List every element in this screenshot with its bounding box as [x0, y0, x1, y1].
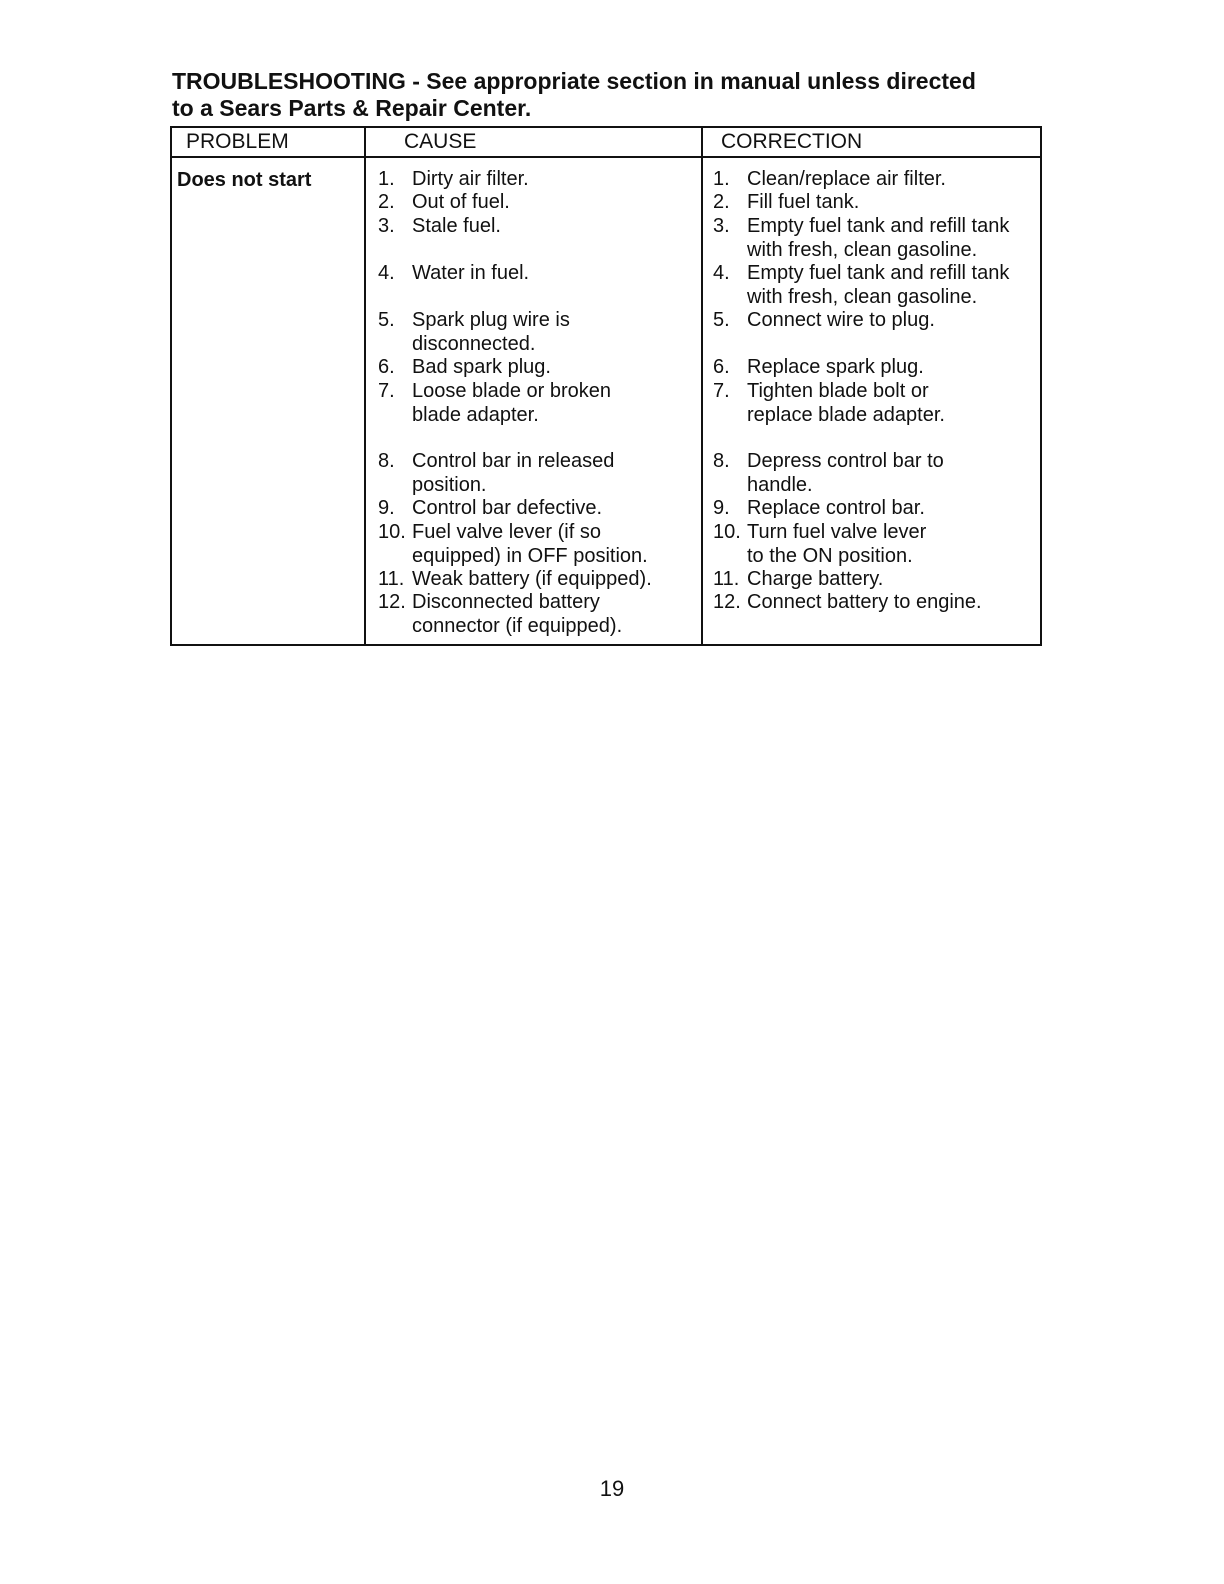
cause-num: 7. [378, 380, 395, 402]
correction-text: Connect battery to engine. [747, 591, 982, 613]
cause-text: Disconnected battery connector (if equipped). [412, 591, 623, 637]
page-heading [172, 68, 1072, 122]
cause-text: Control bar in released position. [412, 450, 615, 496]
header-cause: CAUSE [404, 130, 477, 153]
column-divider-2 [701, 128, 703, 644]
correction-text: Charge battery. [747, 568, 884, 590]
cause-text: Bad spark plug. [412, 356, 551, 378]
cause-num: 1. [378, 168, 395, 190]
cause-num: 9. [378, 497, 395, 519]
cause-num: 12. [378, 591, 406, 613]
cause-text: Loose blade or broken blade adapter. [412, 380, 612, 426]
correction-num: 2. [713, 191, 730, 213]
cause-text: Water in fuel. [412, 262, 530, 284]
cause-text: Fuel valve lever (if so equipped) in OFF position. [412, 521, 648, 567]
correction-text: Fill fuel tank. [747, 191, 860, 213]
page-number: 19 [599, 1476, 625, 1501]
correction-num: 7. [713, 380, 730, 402]
correction-text: Depress control bar to handle. [747, 450, 944, 496]
correction-num: 12. [713, 591, 741, 613]
correction-text: Replace spark plug. [747, 356, 924, 378]
troubleshooting-table [170, 126, 1042, 646]
correction-num: 4. [713, 262, 730, 284]
cause-text: Weak battery (if equipped). [412, 568, 652, 590]
column-divider-1 [364, 128, 366, 644]
problem-cell: Does not start [177, 169, 312, 191]
cause-num: 8. [378, 450, 395, 472]
correction-num: 11. [713, 568, 740, 590]
correction-num: 5. [713, 309, 730, 331]
cause-num: 6. [378, 356, 395, 378]
cause-num: 3. [378, 215, 395, 237]
cause-num: 4. [378, 262, 395, 284]
correction-text: Connect wire to plug. [747, 309, 935, 331]
correction-num: 10. [713, 521, 741, 543]
heading-line-1: TROUBLESHOOTING - See appropriate section in manual unless directed [172, 68, 976, 94]
correction-num: 8. [713, 450, 730, 472]
correction-text: Empty fuel tank and refill tank with fresh, clean gasoline. [747, 262, 1010, 308]
cause-num: 10. [378, 521, 406, 543]
header-problem: PROBLEM [186, 130, 289, 153]
cause-text: Spark plug wire is disconnected. [412, 309, 570, 355]
correction-num: 6. [713, 356, 730, 378]
correction-text: Tighten blade bolt or replace blade adapter. [747, 380, 945, 426]
header-divider [172, 156, 1040, 158]
correction-text: Turn fuel valve lever to the ON position. [747, 521, 927, 567]
correction-text: Replace control bar. [747, 497, 925, 519]
cause-text: Dirty air filter. [412, 168, 529, 190]
cause-text: Stale fuel. [412, 215, 501, 237]
correction-num: 9. [713, 497, 730, 519]
cause-num: 5. [378, 309, 395, 331]
correction-num: 3. [713, 215, 730, 237]
cause-num: 2. [378, 191, 395, 213]
heading-line-2: to a Sears Parts & Repair Center. [172, 95, 532, 121]
correction-num: 1. [713, 168, 730, 190]
cause-num: 11. [378, 568, 405, 590]
cause-text: Out of fuel. [412, 191, 510, 213]
cause-text: Control bar defective. [412, 497, 603, 519]
header-correction: CORRECTION [721, 130, 863, 153]
correction-text: Empty fuel tank and refill tank with fresh, clean gasoline. [747, 215, 1010, 261]
correction-text: Clean/replace air filter. [747, 168, 946, 190]
